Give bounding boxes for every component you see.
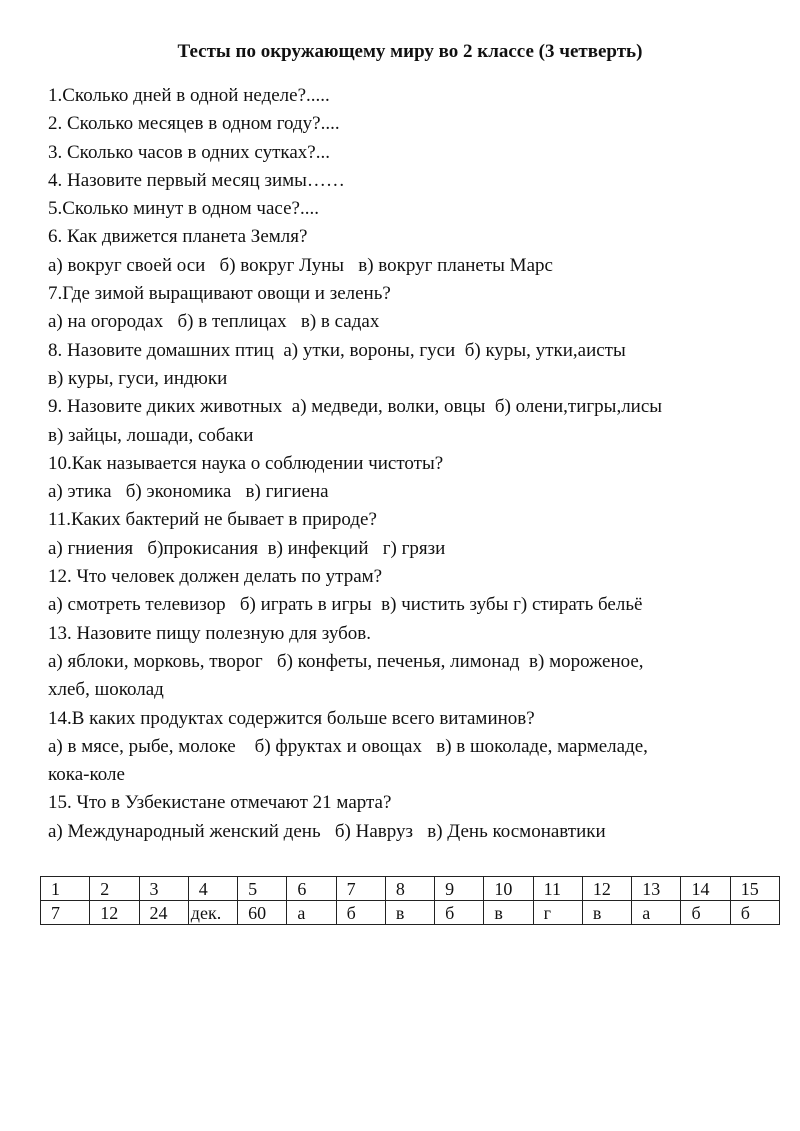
question-number-cell: 12 xyxy=(582,877,631,901)
question-number-cell: 8 xyxy=(385,877,434,901)
questions-list xyxy=(48,82,778,846)
answer-cell: а xyxy=(632,901,681,925)
question-line: 13. Назовите пищу полезную для зубов. xyxy=(48,622,371,644)
answer-cell: дек. xyxy=(188,901,237,925)
question-line: 8. Назовите домашних птиц а) утки, вороны, гуси б) куры, утки,аисты xyxy=(48,339,626,361)
question-number-cell: 15 xyxy=(730,877,779,901)
question-line: 12. Что человек должен делать по утрам? xyxy=(48,566,383,588)
question-line: 11.Каких бактерий не бывает в природе? xyxy=(48,509,377,531)
question-line: 9. Назовите диких животных а) медведи, волки, овцы б) олени,тигры,лисы xyxy=(48,396,663,418)
answer-cell: б xyxy=(336,901,385,925)
answer-cell: а xyxy=(287,901,336,925)
answer-options-line: а) гниения б)прокисания в) инфекций г) грязи xyxy=(48,537,446,559)
answer-options-line: а) этика б) экономика в) гигиена xyxy=(48,481,329,503)
answer-options-line: а) яблоки, морковь, творог б) конфеты, печенья, лимонад в) мороженое, xyxy=(48,650,644,672)
question-line: 15. Что в Узбекистане отмечают 21 марта? xyxy=(48,792,392,814)
page-title: Тесты по окружающему миру во 2 классе (3 четверть) xyxy=(177,41,643,62)
answer-cell: б xyxy=(681,901,730,925)
question-number-cell: 4 xyxy=(188,877,237,901)
answer-options-line: а) Международный женский день б) Навруз в) День космонавтики xyxy=(48,820,606,842)
answer-cell: 24 xyxy=(139,901,188,925)
question-line: 2. Сколько месяцев в одном году?.... xyxy=(48,113,340,135)
question-number-cell: 14 xyxy=(681,877,730,901)
question-line: 3. Сколько часов в одних сутках?... xyxy=(48,141,330,163)
answer-cell: 12 xyxy=(90,901,139,925)
question-line: 6. Как движется планета Земля? xyxy=(48,226,308,248)
question-line: 7.Где зимой выращивают овощи и зелень? xyxy=(48,283,391,305)
question-number-cell: 11 xyxy=(533,877,582,901)
question-number-cell: 5 xyxy=(238,877,287,901)
answer-row xyxy=(41,901,780,925)
answer-options-line: в) зайцы, лошади, собаки xyxy=(48,424,254,446)
answer-cell: б xyxy=(435,901,484,925)
answer-options-line: в) куры, гуси, индюки xyxy=(48,367,228,389)
answer-cell: в xyxy=(484,901,533,925)
answer-options-line: а) на огородах б) в теплицах в) в садах xyxy=(48,311,380,333)
question-line: 14.В каких продуктах содержится больше всего витаминов? xyxy=(48,707,535,729)
question-number-cell: 1 xyxy=(41,877,90,901)
question-number-cell: 9 xyxy=(435,877,484,901)
question-number-cell: 2 xyxy=(90,877,139,901)
question-number-row xyxy=(41,877,780,901)
answer-options-line: а) смотреть телевизор б) играть в игры в) чистить зубы г) стирать бельё xyxy=(48,594,643,616)
question-number-cell: 6 xyxy=(287,877,336,901)
question-line: 10.Как называется наука о соблюдении чистоты? xyxy=(48,452,444,474)
answer-cell: в xyxy=(385,901,434,925)
answer-options-line: хлеб, шоколад xyxy=(48,679,164,701)
answer-options-line: кока-коле xyxy=(48,764,125,786)
question-line: 4. Назовите первый месяц зимы…… xyxy=(48,169,345,191)
question-number-cell: 3 xyxy=(139,877,188,901)
answer-cell: г xyxy=(533,901,582,925)
answer-key-table xyxy=(40,876,780,925)
answer-cell: б xyxy=(730,901,779,925)
question-line: 5.Сколько минут в одном часе?.... xyxy=(48,198,319,220)
question-number-cell: 7 xyxy=(336,877,385,901)
question-number-cell: 10 xyxy=(484,877,533,901)
answer-cell: в xyxy=(582,901,631,925)
question-number-cell: 13 xyxy=(632,877,681,901)
answer-options-line: а) вокруг своей оси б) вокруг Луны в) вокруг планеты Марс xyxy=(48,254,553,276)
question-line: 1.Сколько дней в одной неделе?..... xyxy=(48,85,330,106)
answer-cell: 60 xyxy=(238,901,287,925)
answer-cell: 7 xyxy=(41,901,90,925)
answer-options-line: а) в мясе, рыбе, молоке б) фруктах и овощах в) в шоколаде, мармеладе, xyxy=(48,735,648,757)
